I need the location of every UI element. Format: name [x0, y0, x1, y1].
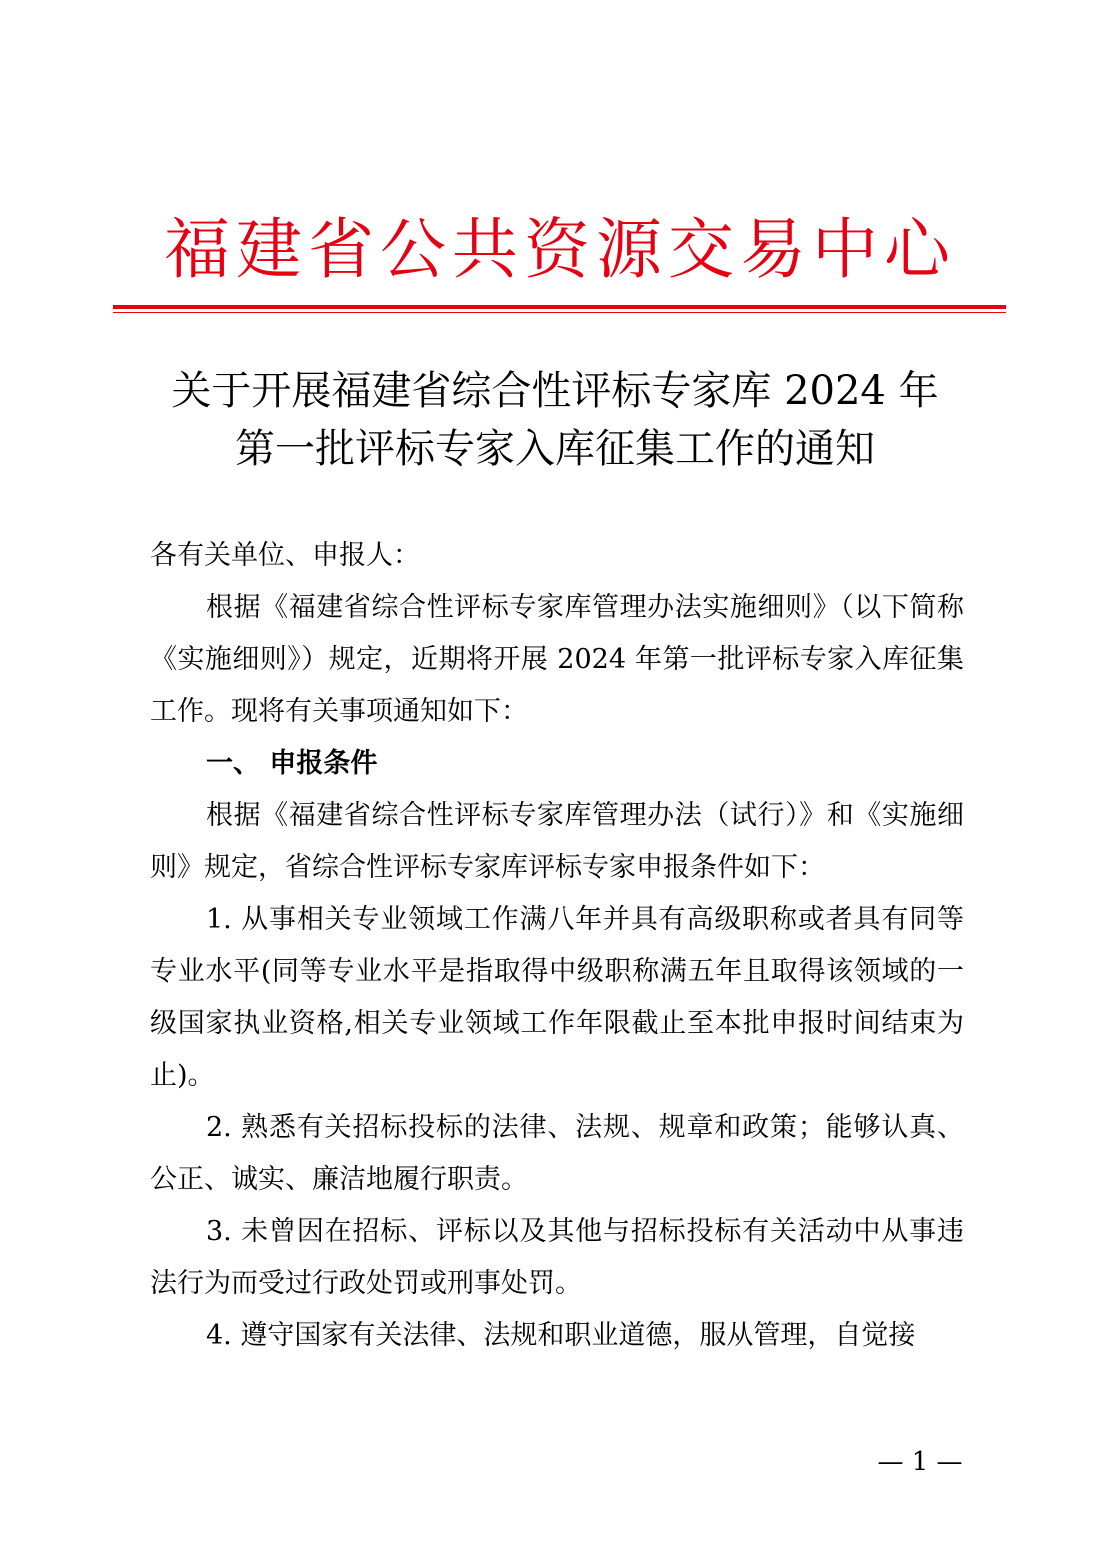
- document-title: [100, 362, 1010, 478]
- condition-item-4: 4. 遵守国家有关法律、法规和职业道德，服从管理，自觉接: [206, 1320, 916, 1351]
- title-line-1: 关于开展福建省综合性评标专家库 2024 年: [171, 368, 939, 414]
- header-rule-thick: [113, 305, 1006, 309]
- header-rule-thin: [113, 312, 1006, 313]
- title-line-2: 第一批评标专家入库征集工作的通知: [235, 426, 875, 472]
- org-header: 福建省公共资源交易中心: [164, 211, 956, 288]
- intro-paragraph: 根据《福建省综合性评标专家库管理办法实施细则》（以下简称《实施细则》）规定，近期将开展 2024 年第一批评标专家入库征集工作。现将有关事项通知如下：: [150, 592, 964, 727]
- condition-item-2: 2. 熟悉有关招标投标的法律、法规、规章和政策；能够认真、公正、诚实、廉洁地履行职责。: [150, 1112, 964, 1195]
- salutation: 各有关单位、申报人：: [150, 540, 420, 571]
- section-heading: 一、 申报条件: [206, 748, 378, 779]
- condition-item-3: 3. 未曾因在招标、评标以及其他与招标投标有关活动中从事违法行为而受过行政处罚或刑事处罚。: [150, 1216, 964, 1299]
- condition-item-1: 1. 从事相关专业领域工作满八年并具有高级职称或者具有同等专业水平(同等专业水平是指取得中级职称满五年且取得该领域的一级国家执业资格,相关专业领域工作年限截止至本批申报时间结束为止)。: [150, 904, 964, 1091]
- page-number: — 1 —: [877, 1447, 963, 1477]
- section-intro-paragraph: 根据《福建省综合性评标专家库管理办法（试行）》和《实施细则》规定，省综合性评标专家库评标专家申报条件如下：: [150, 800, 964, 883]
